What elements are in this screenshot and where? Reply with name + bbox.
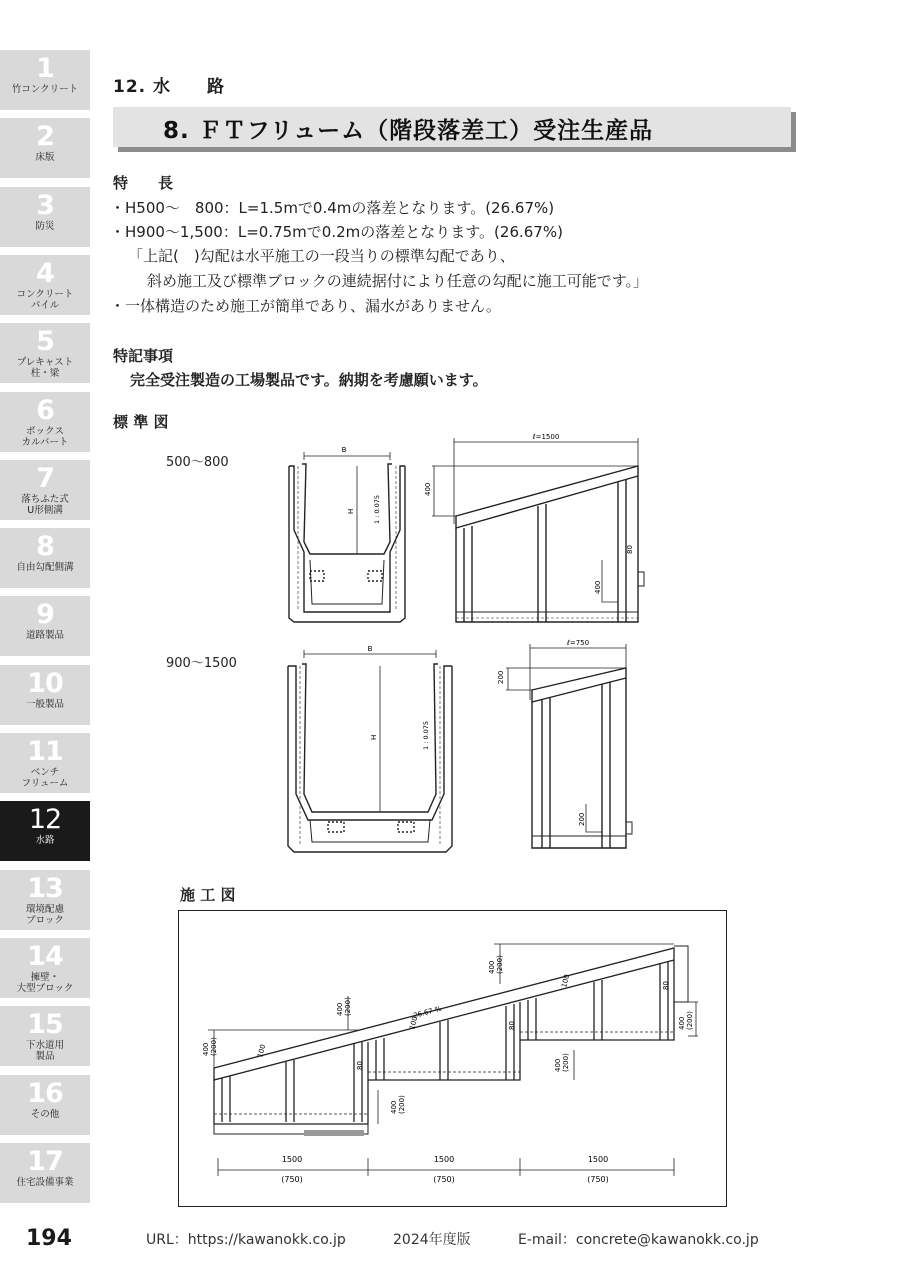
dim-200: (200) — [210, 1037, 218, 1056]
size-label-small: 500～800 — [166, 455, 229, 470]
chapter-tab-5[interactable] — [0, 323, 90, 383]
dim-400: 400 — [594, 580, 602, 594]
features-heading: 特 長 — [113, 174, 174, 192]
chapter-tab-12[interactable] — [0, 801, 90, 861]
dim-100: 100 — [560, 973, 572, 989]
cross-section-large — [282, 644, 458, 856]
chapter-tab-number: 4 — [36, 257, 54, 289]
dim-h: H — [347, 508, 355, 514]
chapter-tab-8[interactable] — [0, 528, 90, 588]
footer-edition: 2024年度版 — [393, 1232, 471, 1248]
chapter-tab-10[interactable] — [0, 665, 90, 725]
chapter-tab-number: 6 — [36, 394, 54, 426]
standard-drawing-heading: 標 準 図 — [113, 413, 169, 431]
chapter-tab-label: ボックス カルバート — [21, 425, 69, 448]
feature-line: ・H900～1,500：L=0.75mで0.2mの落差となります。(26.67%) — [110, 223, 563, 241]
chapter-tab-number: 8 — [36, 531, 54, 563]
dim-100: 100 — [408, 1015, 420, 1031]
size-label-large: 900～1500 — [166, 656, 237, 671]
chapter-tab-label: プレキャスト 柱・梁 — [16, 357, 74, 380]
dim-slope: 1 : 0.075 — [373, 494, 381, 524]
dim-400: 400 — [336, 1002, 344, 1016]
feature-line: 斜め施工及び標準ブロックの連続据付により任意の勾配に施工可能です。」 — [147, 272, 649, 290]
dim-200: (200) — [562, 1053, 570, 1072]
side-view-large — [490, 636, 640, 854]
chapter-tab-number: 14 — [27, 940, 63, 972]
title-banner — [113, 107, 791, 147]
dim-l1500: ℓ=1500 — [532, 433, 560, 441]
chapter-tab-15[interactable] — [0, 1006, 90, 1066]
chapter-tab-number: 12 — [28, 804, 62, 836]
chapter-tab-2[interactable] — [0, 118, 90, 178]
chapter-tab-16[interactable] — [0, 1075, 90, 1135]
chapter-tab-number: 17 — [27, 1145, 63, 1177]
chapter-tab-number: 10 — [27, 667, 63, 699]
chapter-tab-17[interactable] — [0, 1143, 90, 1203]
chapter-tab-label: 環境配慮 ブロック — [25, 903, 64, 926]
page-title: 8. ＦＴフリューム（階段落差工）受注生産品 — [163, 118, 654, 144]
chapter-tab-number: 16 — [27, 1077, 63, 1109]
dim-200: 200 — [578, 812, 586, 826]
chapter-tab-number: 5 — [36, 326, 54, 358]
chapter-tab-13[interactable] — [0, 870, 90, 930]
chapter-tab-3[interactable] — [0, 187, 90, 247]
chapter-tab-number: 3 — [36, 189, 54, 221]
feature-line: 「上記( )勾配は水平施工の一段当りの標準勾配であり、 — [128, 247, 515, 265]
chapter-tab-label: 自由勾配側溝 — [16, 562, 74, 574]
chapter-tab-7[interactable] — [0, 460, 90, 520]
chapter-tab-label: 一般製品 — [25, 698, 64, 710]
dim-400: 400 — [554, 1058, 562, 1072]
footer-email[interactable]: E-mail：concrete@kawanokk.co.jp — [518, 1232, 759, 1248]
dim-400: 400 — [678, 1016, 686, 1030]
chapter-tab-label: 擁壁・ 大型ブロック — [16, 971, 74, 994]
span-label: 1500 — [587, 1155, 609, 1164]
dim-400: 400 — [202, 1042, 210, 1056]
dim-80: 80 — [508, 1021, 516, 1030]
chapter-tab-4[interactable] — [0, 255, 90, 315]
span-label: 1500 — [433, 1155, 455, 1164]
section-heading: 12. 水 路 — [113, 77, 226, 97]
dim-200: (200) — [496, 955, 504, 974]
notes-heading: 特記事項 — [113, 347, 174, 365]
dim-slope: 1 : 0.075 — [422, 720, 430, 750]
page-number: 194 — [26, 1226, 72, 1251]
slope-label: 26.67 % — [412, 1004, 443, 1020]
chapter-tab-label: 竹コンクリート — [11, 84, 79, 95]
chapter-tab-number: 2 — [36, 121, 54, 153]
chapter-tab-label: 水路 — [35, 835, 55, 847]
chapter-tab-label: その他 — [30, 1108, 60, 1120]
dim-l750: ℓ=750 — [566, 639, 590, 647]
span-label: 1500 — [281, 1155, 303, 1164]
span-sub-label: (750) — [587, 1175, 609, 1184]
chapter-tab-number: 9 — [36, 599, 54, 631]
dim-200: (200) — [398, 1095, 406, 1114]
feature-line: ・一体構造のため施工が簡単であり、漏水がありません。 — [110, 297, 501, 315]
chapter-tab-number: 13 — [27, 872, 63, 904]
construction-drawing — [178, 910, 727, 1207]
chapter-tab-11[interactable] — [0, 733, 90, 793]
dim-80: 80 — [626, 545, 634, 554]
chapter-tab-label: 住宅設備事業 — [16, 1176, 74, 1188]
chapter-tab-14[interactable] — [0, 938, 90, 998]
span-sub-label: (750) — [433, 1175, 455, 1184]
side-view-small — [420, 430, 650, 626]
dim-400: 400 — [390, 1100, 398, 1114]
chapter-tab-number: 11 — [27, 736, 63, 767]
chapter-tab-label: 道路製品 — [25, 630, 64, 642]
chapter-tab-label: 床版 — [35, 152, 55, 164]
notes-text: 完全受注製造の工場製品です。納期を考慮願います。 — [130, 371, 488, 389]
chapter-tab-number: 1 — [36, 53, 54, 84]
chapter-tab-6[interactable] — [0, 392, 90, 452]
span-sub-label: (750) — [281, 1175, 303, 1184]
construction-drawing-heading: 施 工 図 — [180, 886, 236, 904]
feature-line: ・H500～ 800：L=1.5mで0.4mの落差となります。(26.67%) — [110, 199, 555, 217]
chapter-tab-1[interactable] — [0, 50, 90, 110]
chapter-tab-label: 防災 — [35, 220, 55, 232]
chapter-tab-number: 15 — [27, 1009, 63, 1041]
chapter-tab-label: ベンチ フリューム — [21, 767, 69, 789]
dim-200: (200) — [344, 997, 352, 1016]
chapter-tab-label: コンクリート パイル — [16, 288, 74, 311]
dim-h: H — [370, 734, 378, 740]
dim-200: 200 — [497, 670, 505, 684]
dim-80: 80 — [662, 981, 670, 990]
dim-b: B — [341, 446, 347, 454]
footer-url[interactable]: URL：https://kawanokk.co.jp — [146, 1232, 346, 1248]
dim-400: 400 — [424, 482, 432, 496]
chapter-tab-label: 下水道用 製品 — [25, 1040, 64, 1063]
chapter-tab-label: 落ちふた式 U形側溝 — [21, 493, 69, 516]
dim-100: 100 — [256, 1043, 268, 1059]
dim-400: 400 — [488, 960, 496, 974]
dim-80: 80 — [356, 1061, 364, 1070]
dim-b: B — [367, 645, 373, 653]
chapter-tab-number: 7 — [36, 462, 54, 494]
dim-200: (200) — [686, 1011, 694, 1030]
chapter-tab-9[interactable] — [0, 596, 90, 656]
cross-section-small — [284, 442, 410, 626]
